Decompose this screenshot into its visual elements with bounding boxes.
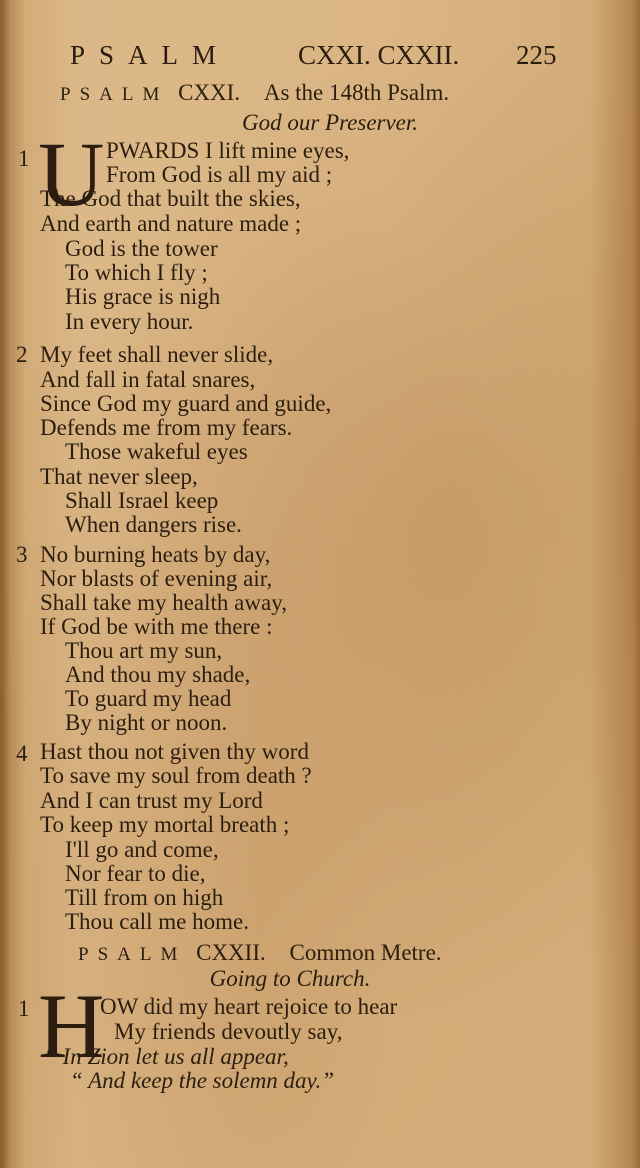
verse-line: If God be with me there : — [40, 614, 273, 639]
verse-line: Nor fear to die, — [65, 861, 206, 886]
verse-line: Since God my guard and guide, — [40, 391, 332, 416]
verse-line: His grace is nigh — [65, 284, 221, 309]
verse-line: When dangers rise. — [65, 512, 242, 537]
verse-line: “ And keep the solemn day.” — [70, 1068, 335, 1093]
verse-number: 1 — [18, 996, 30, 1021]
verse-line: I'll go and come, — [65, 837, 219, 862]
verse-number: 4 — [16, 741, 28, 766]
psalm-122-title — [78, 940, 598, 966]
running-head-psalm: PSALM — [70, 40, 231, 70]
verse-line: PWARDS I lift mine eyes, — [106, 138, 350, 163]
psalm-122-subtitle: Going to Church. — [209, 966, 371, 991]
verse-line: Nor blasts of evening air, — [40, 566, 273, 591]
verse-line: No burning heats by day, — [40, 542, 271, 567]
verse-number: 2 — [16, 342, 28, 367]
verse-line: My feet shall never slide, — [40, 342, 274, 367]
verse-line: And fall in fatal snares, — [40, 367, 256, 392]
page-number: 225 — [516, 40, 557, 70]
verse-line: God is the tower — [65, 236, 218, 261]
running-head-numbers: CXXI. CXXII. — [298, 40, 460, 70]
verse-line: That never sleep, — [40, 464, 198, 489]
verse-line: And earth and nature made ; — [40, 211, 302, 236]
psalm-122-metre: Common Metre. — [289, 940, 442, 965]
verse-line: Shall Israel keep — [65, 488, 219, 513]
psalm-121-metre: As the 148th Psalm. — [263, 80, 450, 105]
psalm-122-number: CXXII. — [196, 940, 266, 965]
verse-line: To keep my mortal breath ; — [40, 812, 290, 837]
verse-line: Shall take my health away, — [40, 590, 287, 615]
verse-line: Thou call me home. — [65, 909, 249, 934]
verse-line: From God is all my aid ; — [106, 162, 333, 187]
verse-line: By night or noon. — [65, 710, 228, 735]
verse-line: “ In Zion let us all appear, — [44, 1044, 289, 1069]
verse-line: Those wakeful eyes — [65, 439, 248, 464]
verse-number: 3 — [16, 542, 28, 567]
page-edge-shadow-left — [0, 0, 10, 1168]
verse-line: OW did my heart rejoice to hear — [100, 994, 398, 1019]
verse-line: And thou my shade, — [65, 662, 251, 687]
psalm-121-title — [60, 80, 580, 106]
verse-line: In every hour. — [65, 309, 194, 334]
verse-line: To which I fly ; — [65, 260, 208, 285]
verse-line: To save my soul from death ? — [40, 763, 312, 788]
psalm-121-subtitle: God our Preserver. — [241, 110, 419, 135]
psalm-121-number: CXXI. — [178, 80, 241, 105]
verse-line: To guard my head — [65, 686, 232, 711]
drop-cap: U — [38, 123, 105, 225]
verse-line: Hast thou not given thy word — [40, 739, 309, 764]
verse-line: Thou art my sun, — [65, 638, 223, 663]
drop-cap: H — [38, 975, 105, 1077]
psalm-121-label: PSALM — [60, 84, 169, 105]
verse-number: 1 — [18, 146, 30, 171]
verse-line: The God that built the skies, — [40, 186, 301, 211]
verse-line: My friends devoutly say, — [114, 1019, 343, 1044]
verse-line: Till from on high — [65, 885, 224, 910]
psalm-122-label: PSALM — [78, 944, 187, 965]
page-edge-shadow-right — [632, 0, 640, 1168]
running-head — [70, 40, 560, 71]
verse-line: Defends me from my fears. — [40, 415, 293, 440]
verse-line: And I can trust my Lord — [40, 788, 263, 813]
